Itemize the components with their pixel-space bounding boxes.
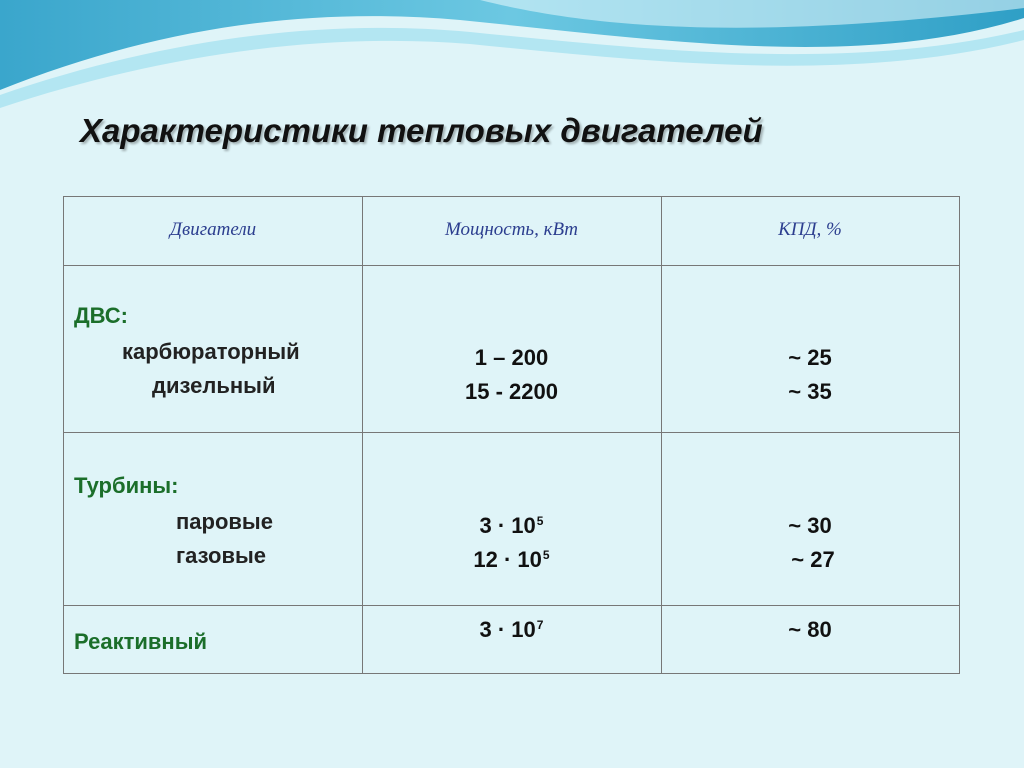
row-ice-power: 1 – 200 xyxy=(474,345,549,370)
header-power: Мощность, кВт xyxy=(444,219,579,240)
row-ice-category: ДВС: xyxy=(74,303,128,328)
row-turbine-subtype: паровые xyxy=(176,509,273,534)
row-turbine-efficiency: ~ 27 xyxy=(791,547,835,572)
header-engines: Двигатели xyxy=(169,219,257,240)
header-efficiency: КПД, % xyxy=(778,219,842,240)
row-turbine-subtype: газовые xyxy=(176,543,267,568)
page-title: Характеристики тепловых двигателей xyxy=(80,112,763,149)
row-turbine-efficiency: ~ 30 xyxy=(788,513,832,538)
wave-decoration xyxy=(0,0,1024,110)
row-turbine-power: $3 \cdot 10^5$ xyxy=(479,513,544,538)
row-ice-efficiency: ~ 25 xyxy=(788,345,832,370)
row-jet-power: $3 \cdot 10^7$ xyxy=(479,617,544,642)
row-ice-power: 15 - 2200 xyxy=(465,379,558,404)
row-ice-subtype: дизельный xyxy=(152,373,276,398)
engine-table xyxy=(63,196,960,674)
row-ice-subtype: карбюраторный xyxy=(122,339,300,364)
row-jet-efficiency: ~ 80 xyxy=(788,617,832,642)
row-jet-category: Реактивный xyxy=(74,629,208,654)
row-turbine-power: $12 \cdot 10^5$ xyxy=(473,547,550,572)
row-turbine-category: Турбины: xyxy=(74,473,179,498)
row-ice-efficiency: ~ 35 xyxy=(788,379,832,404)
